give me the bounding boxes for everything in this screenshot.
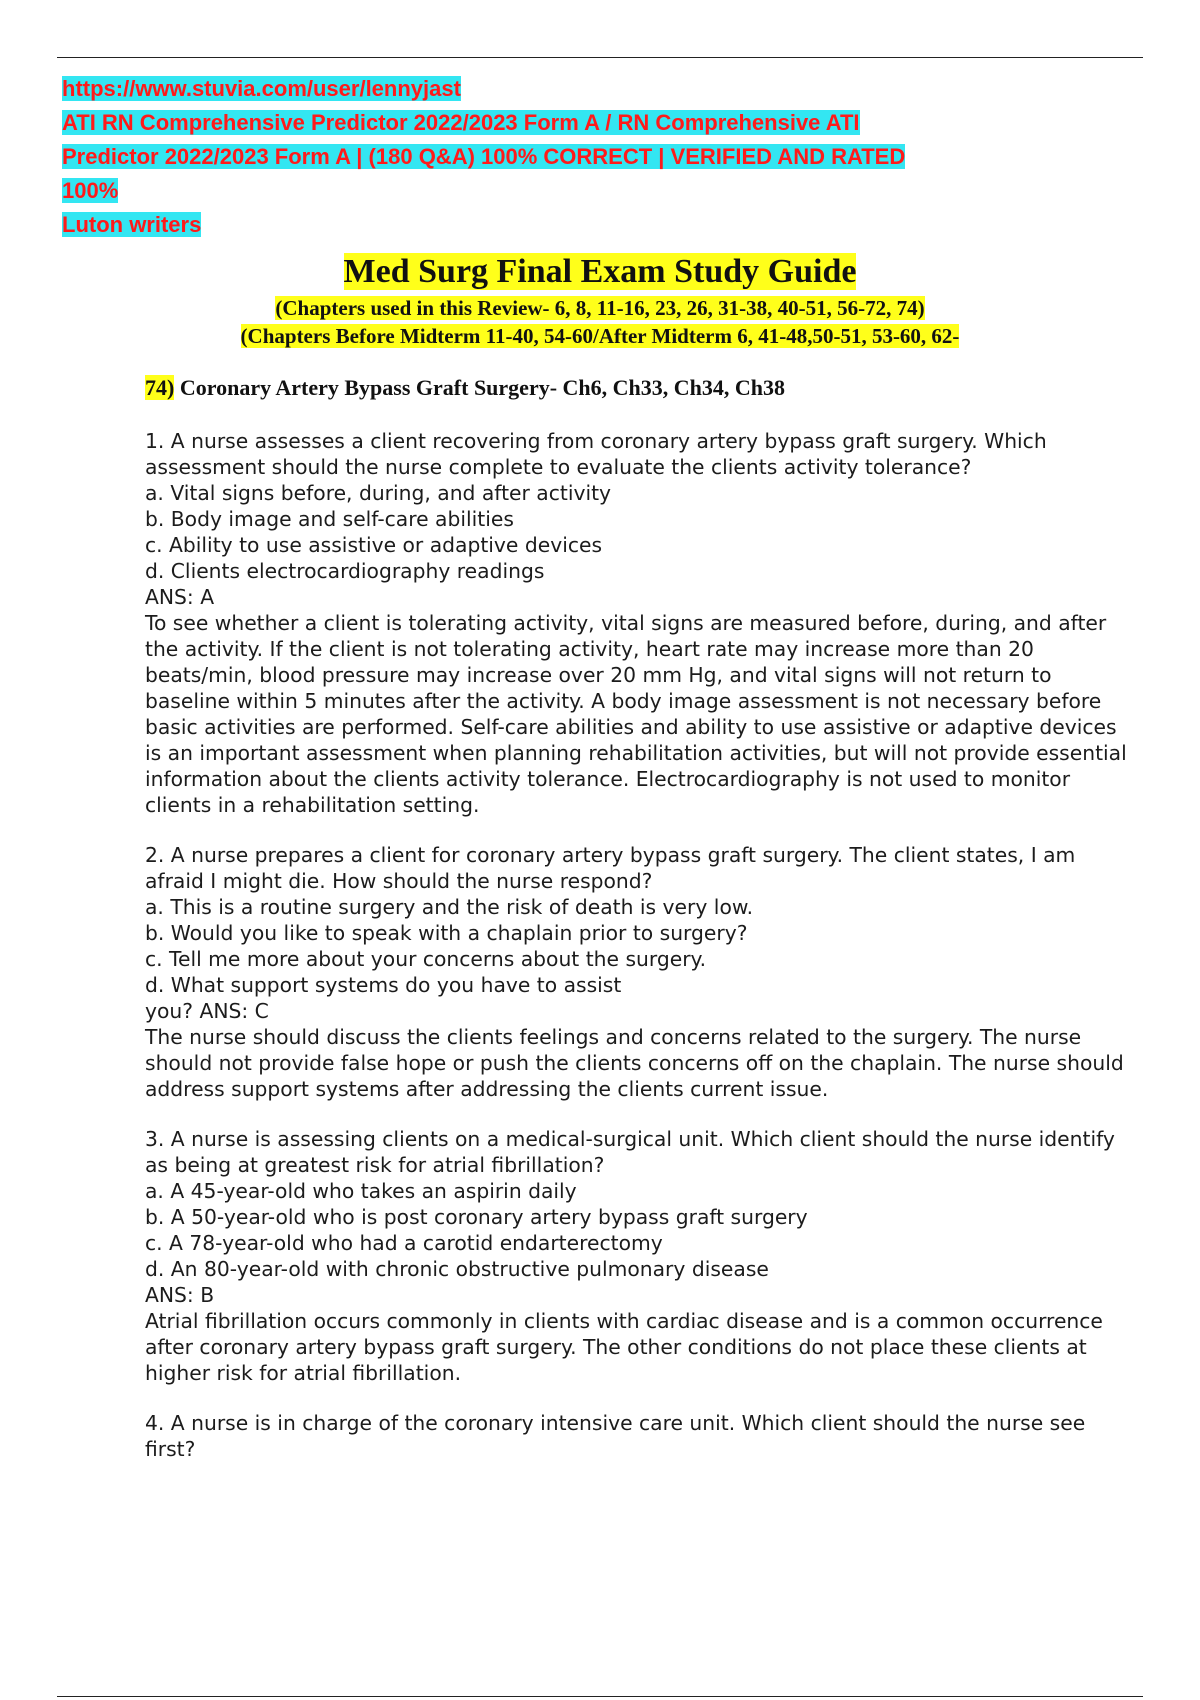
- bottom-rule: [57, 1696, 1143, 1697]
- answer: ANS: A: [145, 585, 215, 609]
- chapters-split-end: 74): [145, 375, 175, 400]
- option-a: a. Vital signs before, during, and after activity: [145, 481, 612, 505]
- question-stem: 3. A nurse is assessing clients on a medical-surgical unit. Which client should the nurse identify as being at greatest risk for atrial fibrillation?: [145, 1127, 1115, 1177]
- top-rule: [57, 57, 1143, 58]
- document-title-line-1: ATI RN Comprehensive Predictor 2022/2023 Form A / RN Comprehensive ATI: [62, 110, 860, 135]
- author-name: Luton writers: [62, 212, 202, 237]
- section-heading: [145, 375, 785, 401]
- document-title-line-2: Predictor 2022/2023 Form A | (180 Q&A) 100% CORRECT | VERIFIED AND RATED: [62, 144, 906, 169]
- question-1: [145, 428, 1135, 818]
- question-list: [145, 428, 1135, 1486]
- section-title: Coronary Artery Bypass Graft Surgery- Ch6, Ch33, Ch34, Ch38: [174, 375, 786, 400]
- question-stem: 1. A nurse assesses a client recovering from coronary artery bypass graft surgery. Which assessment should the nurse complete to evaluate the clients activity tolerance?: [145, 429, 1047, 479]
- option-c: c. Tell me more about your concerns about the surgery.: [145, 947, 707, 971]
- option-c: c. Ability to use assistive or adaptive devices: [145, 533, 603, 557]
- rationale: To see whether a client is tolerating activity, vital signs are measured before, during, and after the activity. If the client is not tolerating activity, heart rate may increase more than 20 beats/min, blood pressure may increase over 20 mm Hg, and vital signs will not return to baseline within 5 minutes after the activity. A body image assessment is not necessary before basic activities are performed. Self-care abilities and ability to use assistive or adaptive devices is an important assessment when planning rehabilitation activities, but will not provide essential information about the clients activity tolerance. Electrocardiography is not used to monitor clients in a rehabilitation setting.: [145, 611, 1127, 817]
- question-2: [145, 842, 1135, 1102]
- question-3: [145, 1126, 1135, 1386]
- option-a: a. A 45-year-old who takes an aspirin daily: [145, 1179, 577, 1203]
- document-title-line-3: 100%: [62, 178, 119, 203]
- option-d: d. An 80-year-old with chronic obstructive pulmonary disease: [145, 1257, 769, 1281]
- option-d: d. Clients electrocardiography readings: [145, 559, 545, 583]
- answer: ANS: B: [145, 1283, 215, 1307]
- question-stem: 4. A nurse is in charge of the coronary intensive care unit. Which client should the nurse see first?: [145, 1411, 1086, 1461]
- option-c: c. A 78-year-old who had a carotid endarterectomy: [145, 1231, 663, 1255]
- rationale: The nurse should discuss the clients feelings and concerns related to the surgery. The nurse should not provide false hope or push the clients concerns off on the chaplain. The nurse should address support systems after addressing the clients current issue.: [145, 1025, 1124, 1101]
- question-stem: 2. A nurse prepares a client for coronary artery bypass graft surgery. The client states, I am afraid I might die. How should the nurse respond?: [145, 843, 1076, 893]
- study-guide-title: Med Surg Final Exam Study Guide: [343, 253, 857, 290]
- question-4: [145, 1410, 1135, 1462]
- option-b: b. A 50-year-old who is post coronary artery bypass graft surgery: [145, 1205, 808, 1229]
- option-b: b. Body image and self-care abilities: [145, 507, 514, 531]
- chapters-split: (Chapters Before Midterm 11-40, 54-60/After Midterm 6, 41-48,50-51, 53-60, 62-: [240, 324, 960, 348]
- chapters-review: (Chapters used in this Review- 6, 8, 11-16, 23, 26, 31-38, 40-51, 56-72, 74): [275, 296, 925, 320]
- option-d: d. What support systems do you have to assist: [145, 973, 622, 997]
- rationale: Atrial fibrillation occurs commonly in clients with cardiac disease and is a common occurrence after coronary artery bypass graft surgery. The other conditions do not place these clients at higher risk for atrial fibrillation.: [145, 1309, 1103, 1385]
- option-b: b. Would you like to speak with a chaplain prior to surgery?: [145, 921, 748, 945]
- option-a: a. This is a routine surgery and the risk of death is very low.: [145, 895, 754, 919]
- study-guide-title-block: [57, 250, 1143, 350]
- seller-url-link[interactable]: https://www.stuvia.com/user/lennyjast: [62, 76, 461, 101]
- stuvia-header: [62, 72, 1142, 242]
- option-d-continued-answer: you? ANS: C: [145, 999, 269, 1023]
